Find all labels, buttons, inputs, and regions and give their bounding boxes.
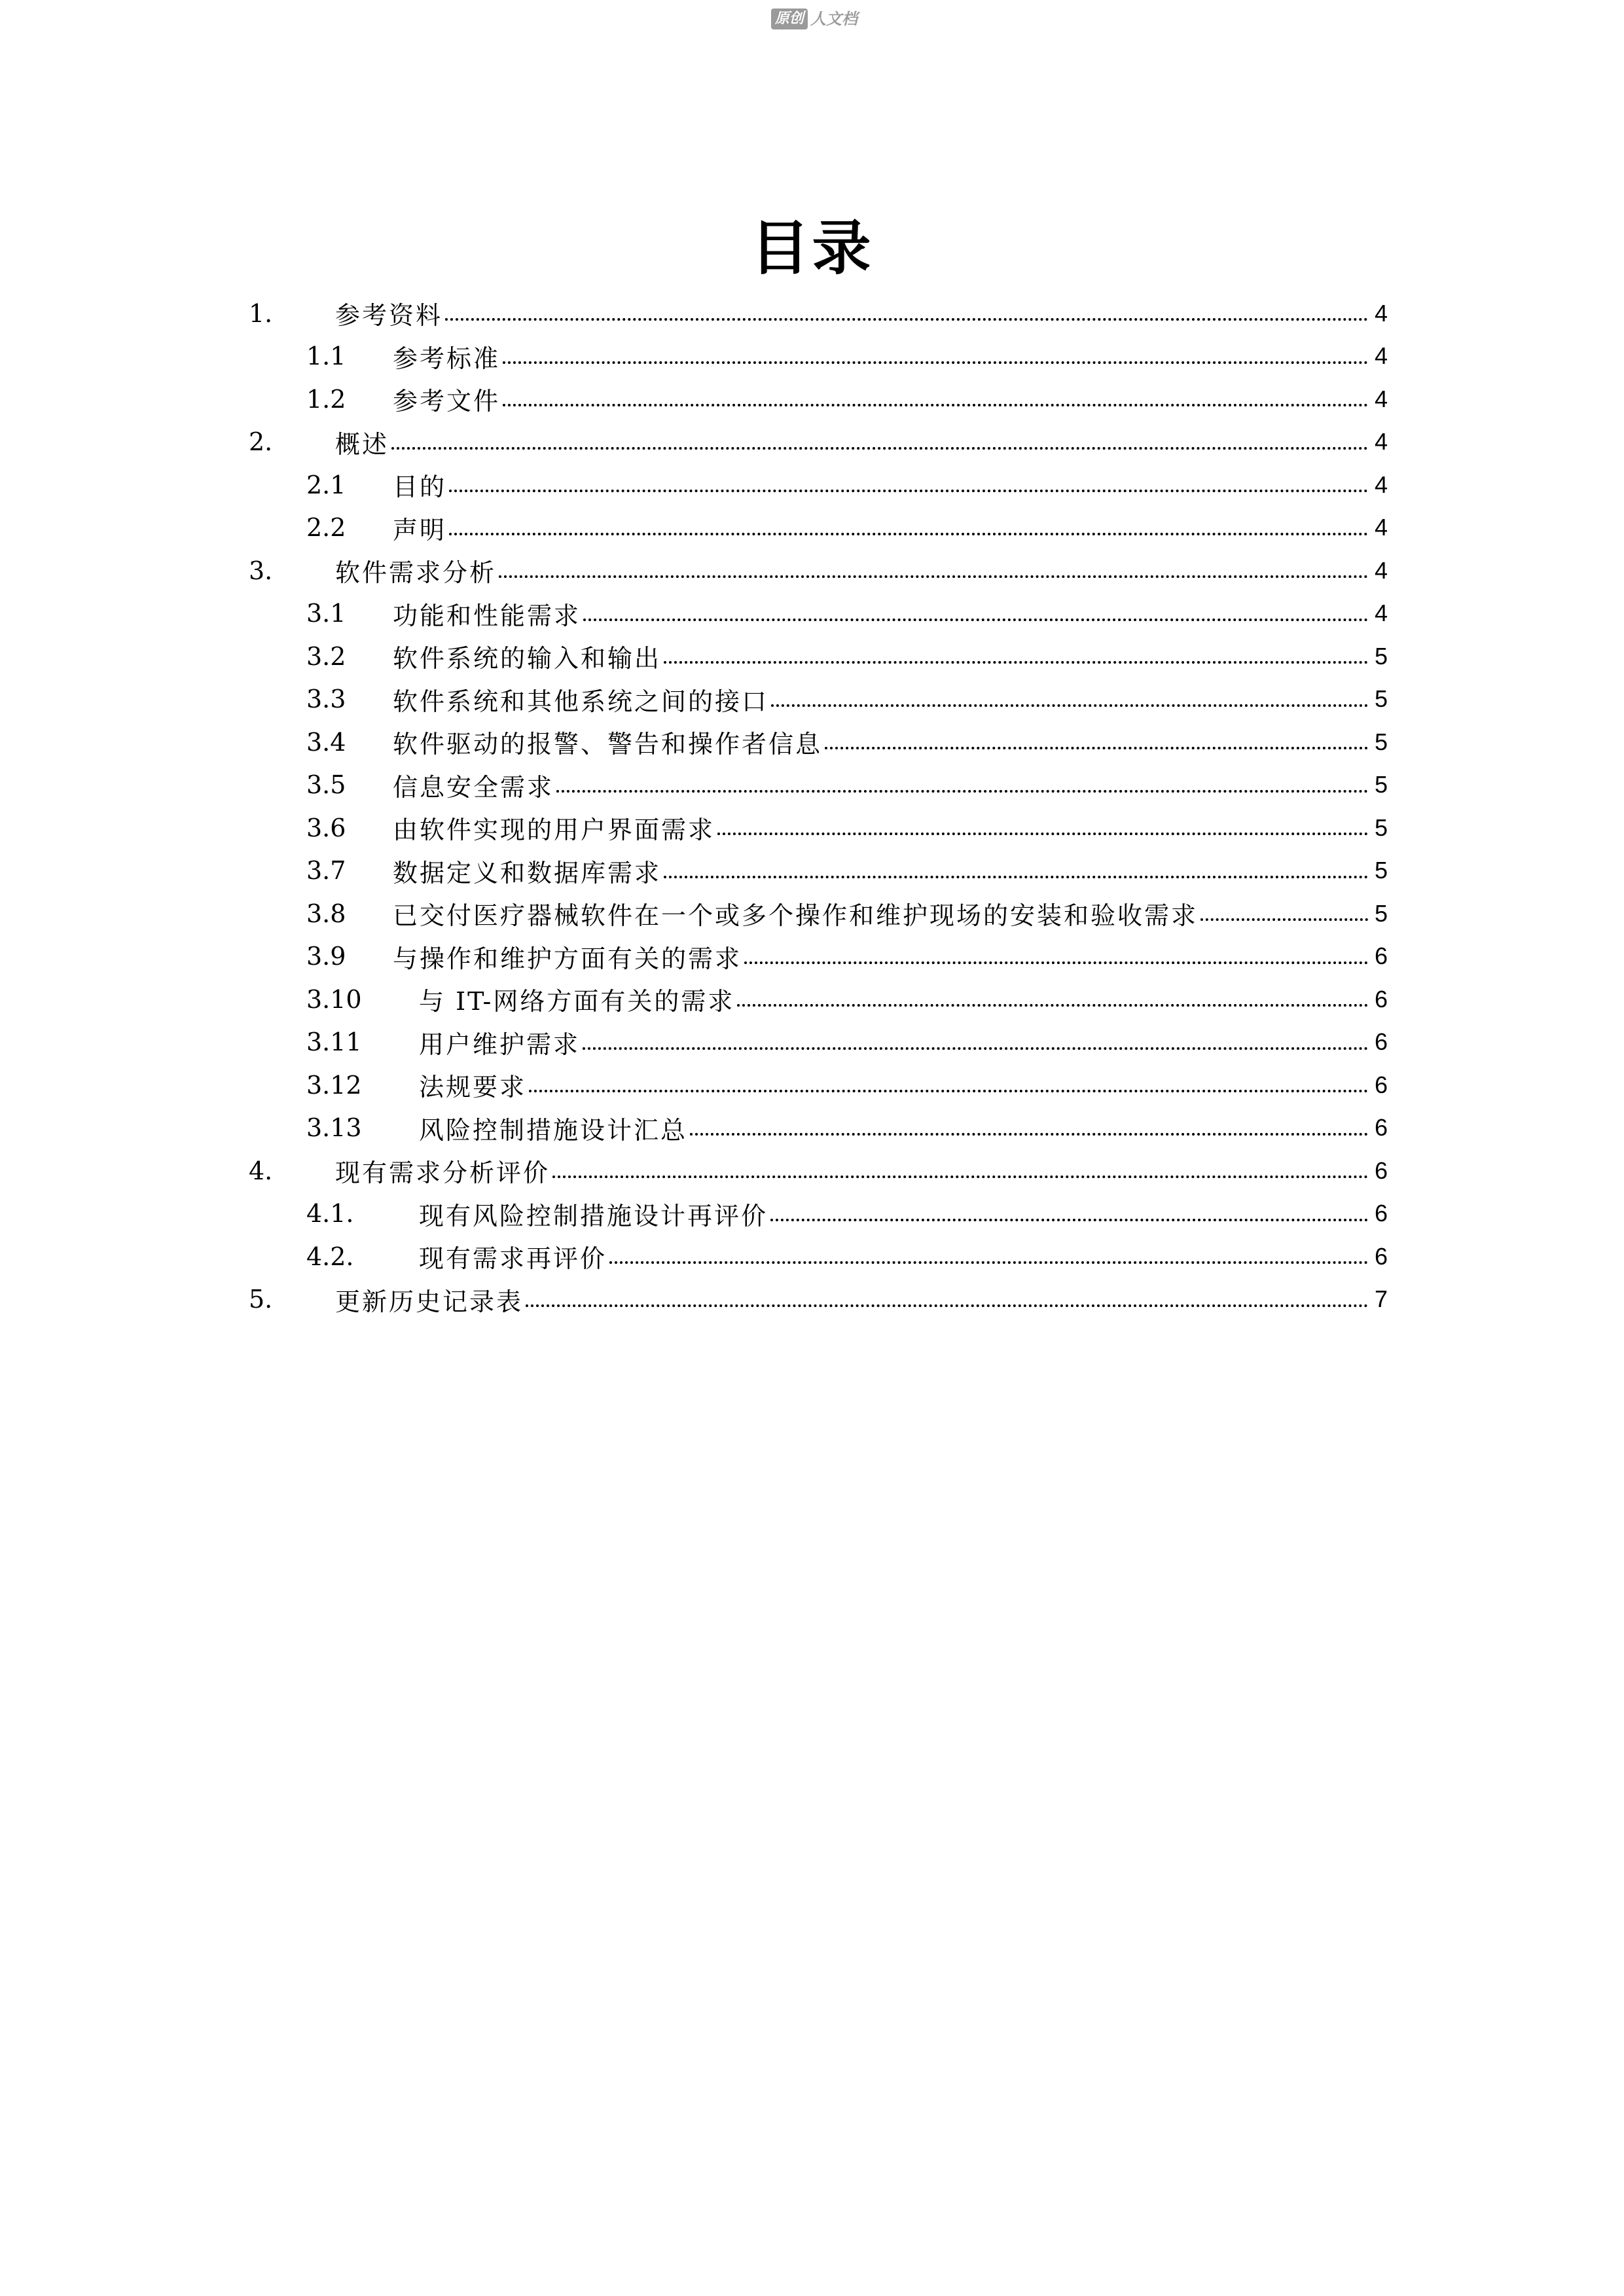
toc-entry-label: 风险控制措施设计汇总 [419,1115,688,1145]
toc-entry-label: 由软件实现的用户界面需求 [393,816,715,845]
toc-entry-text [419,1067,1371,1103]
toc-leader-dots [529,1090,1368,1092]
toc-entry-number: 3.13 [306,1113,362,1143]
toc-entry-page: 5 [1374,771,1388,798]
toc-entry-text [393,853,1371,889]
watermark-text: 人文档 [810,10,858,28]
toc-entry-number: 1.2 [306,384,346,414]
toc-leader-dots [744,961,1368,964]
toc-entry[interactable] [249,806,1388,850]
toc-entry-text [335,295,1371,331]
toc-entry-page: 4 [1374,556,1388,584]
toc-leader-dots [825,747,1368,749]
toc-leader-dots [583,619,1368,621]
toc-entry-text [419,1110,1371,1146]
toc-entry-page: 5 [1374,899,1388,927]
toc-entry[interactable] [249,1193,1388,1236]
toc-entry-number: 4. [249,1156,273,1185]
toc-entry-label: 软件驱动的报警、警告和操作者信息 [393,730,823,759]
toc-entry-label: 数据定义和数据库需求 [393,858,662,888]
table-of-contents [249,292,1388,1321]
toc-entry-text [419,1024,1371,1060]
toc-entry-label: 软件需求分析 [335,558,497,588]
toc-entry-number: 4.2. [306,1242,354,1271]
toc-entry-text [393,510,1371,546]
toc-entry[interactable] [249,1278,1388,1321]
watermark-logo: 原创 [771,9,808,29]
toc-entry[interactable] [249,292,1388,335]
toc-entry-number: 3.1 [306,599,346,628]
toc-entry-label: 概述 [335,429,389,459]
toc-entry-page: 6 [1374,1157,1388,1184]
toc-entry[interactable] [249,1149,1388,1193]
toc-entry-text [393,724,1371,760]
toc-entry[interactable] [249,549,1388,592]
toc-entry-label: 现有需求再评价 [419,1244,607,1274]
toc-entry[interactable] [249,635,1388,678]
toc-leader-dots [556,790,1368,793]
toc-entry-number: 3.9 [306,942,346,971]
toc-entry-label: 软件系统的输入和输出 [393,644,662,673]
toc-entry-label: 信息安全需求 [393,772,554,802]
toc-entry-page: 6 [1374,1242,1388,1270]
toc-leader-dots [526,1304,1368,1307]
toc-entry-number: 3.3 [306,685,346,714]
toc-entry-text [393,895,1371,931]
toc-leader-dots [717,833,1368,835]
toc-entry-number: 3. [249,556,273,585]
toc-leader-dots [499,575,1368,578]
toc-entry-text [393,381,1371,417]
toc-entry[interactable] [249,507,1388,550]
toc-entry[interactable] [249,935,1388,978]
toc-leader-dots [503,404,1368,406]
toc-entry-label: 现有风险控制措施设计再评价 [419,1201,768,1230]
toc-leader-dots [583,1047,1368,1050]
toc-entry-number: 3.4 [306,727,346,757]
toc-entry-number: 5. [249,1285,273,1314]
toc-entry-text [419,1196,1371,1232]
toc-entry-text [335,424,1371,460]
toc-entry-page: 5 [1374,814,1388,841]
toc-entry-page: 6 [1374,942,1388,970]
toc-entry-text [393,810,1371,846]
toc-entry-label: 现有需求分析评价 [335,1158,550,1188]
toc-leader-dots [664,661,1368,664]
toc-entry-page: 4 [1374,342,1388,370]
toc-leader-dots [449,490,1368,492]
toc-leader-dots [391,447,1368,450]
toc-leader-dots [771,704,1368,707]
toc-entry-label: 用户维护需求 [419,1030,581,1059]
toc-entry-label: 参考资料 [335,301,443,331]
toc-leader-dots [737,1004,1368,1007]
toc-entry-page: 4 [1374,428,1388,456]
toc-entry-text [335,1282,1371,1318]
toc-entry[interactable] [249,892,1388,935]
toc-entry[interactable] [249,1235,1388,1278]
toc-entry[interactable] [249,1064,1388,1107]
toc-entry-page: 4 [1374,471,1388,498]
toc-entry[interactable] [249,678,1388,721]
toc-leader-dots [609,1261,1368,1264]
toc-entry-page: 5 [1374,685,1388,713]
toc-entry[interactable] [249,764,1388,807]
toc-entry-page: 6 [1374,985,1388,1013]
toc-entry-text [393,939,1371,975]
toc-entry-text [393,638,1371,674]
toc-leader-dots [552,1175,1368,1178]
toc-entry-text [393,596,1371,632]
toc-entry-number: 4.1. [306,1199,354,1229]
toc-entry-label: 更新历史记录表 [335,1287,524,1316]
toc-entry-label: 功能和性能需求 [393,601,581,630]
toc-entry[interactable] [249,463,1388,507]
toc-entry-number: 3.2 [306,641,346,671]
toc-entry-text [335,1153,1371,1189]
toc-entry-number: 3.11 [306,1028,362,1057]
toc-leader-dots [690,1133,1368,1136]
toc-entry-number: 3.6 [306,813,346,842]
toc-entry[interactable] [249,1021,1388,1064]
toc-entry-number: 3.5 [306,770,346,800]
toc-entry-page: 6 [1374,1028,1388,1056]
toc-entry-number: 3.12 [306,1070,362,1100]
toc-entry[interactable] [249,335,1388,378]
toc-entry-page: 5 [1374,728,1388,755]
toc-entry-number: 2. [249,427,273,457]
toc-entry-label: 声明 [393,515,447,545]
toc-entry[interactable] [249,1107,1388,1150]
toc-entry-text [419,981,1371,1017]
toc-entry-page: 4 [1374,299,1388,327]
toc-entry-page: 7 [1374,1285,1388,1313]
toc-entry-page: 6 [1374,1200,1388,1227]
toc-entry-label: 参考文件 [393,387,501,416]
toc-entry[interactable] [249,978,1388,1021]
toc-entry-text [393,681,1371,717]
toc-entry-text [335,552,1371,588]
toc-entry-number: 3.10 [306,984,362,1014]
toc-leader-dots [664,876,1368,878]
toc-entry-label: 软件系统和其他系统之间的接口 [393,687,769,716]
toc-entry-number: 2.1 [306,470,346,499]
toc-entry-number: 1. [249,298,273,328]
toc-entry-text [419,1238,1371,1274]
toc-entry-label: 已交付医疗器械软件在一个或多个操作和维护现场的安装和验收需求 [393,901,1199,931]
toc-entry[interactable] [249,378,1388,421]
watermark [771,8,857,30]
toc-entry-number: 3.8 [306,899,346,928]
toc-leader-dots [1200,918,1368,921]
toc-leader-dots [503,361,1368,364]
toc-leader-dots [449,533,1368,535]
toc-entry-page: 4 [1374,600,1388,627]
toc-leader-dots [445,318,1368,321]
toc-entry-number: 2.2 [306,513,346,543]
toc-entry-text [393,467,1371,503]
toc-entry-text [393,767,1371,803]
toc-entry-number: 1.1 [306,342,346,371]
toc-entry-page: 4 [1374,514,1388,541]
toc-entry[interactable] [249,850,1388,893]
toc-entry-page: 6 [1374,1071,1388,1098]
toc-entry-label: 与操作和维护方面有关的需求 [393,944,742,973]
toc-leader-dots [770,1219,1368,1221]
toc-entry[interactable] [249,721,1388,764]
toc-entry-page: 6 [1374,1114,1388,1141]
toc-entry-number: 3.7 [306,856,346,886]
toc-entry-label: 法规要求 [419,1073,527,1102]
toc-entry-page: 4 [1374,385,1388,412]
toc-entry-page: 5 [1374,857,1388,884]
toc-entry-text [393,338,1371,374]
toc-entry-page: 5 [1374,642,1388,670]
page-title: 目录 [750,214,874,283]
toc-entry-label: 参考标准 [393,344,501,373]
toc-entry-label: 与 IT-网络方面有关的需求 [419,987,735,1016]
toc-entry[interactable] [249,421,1388,464]
toc-entry-label: 目的 [393,473,447,502]
toc-entry[interactable] [249,592,1388,636]
